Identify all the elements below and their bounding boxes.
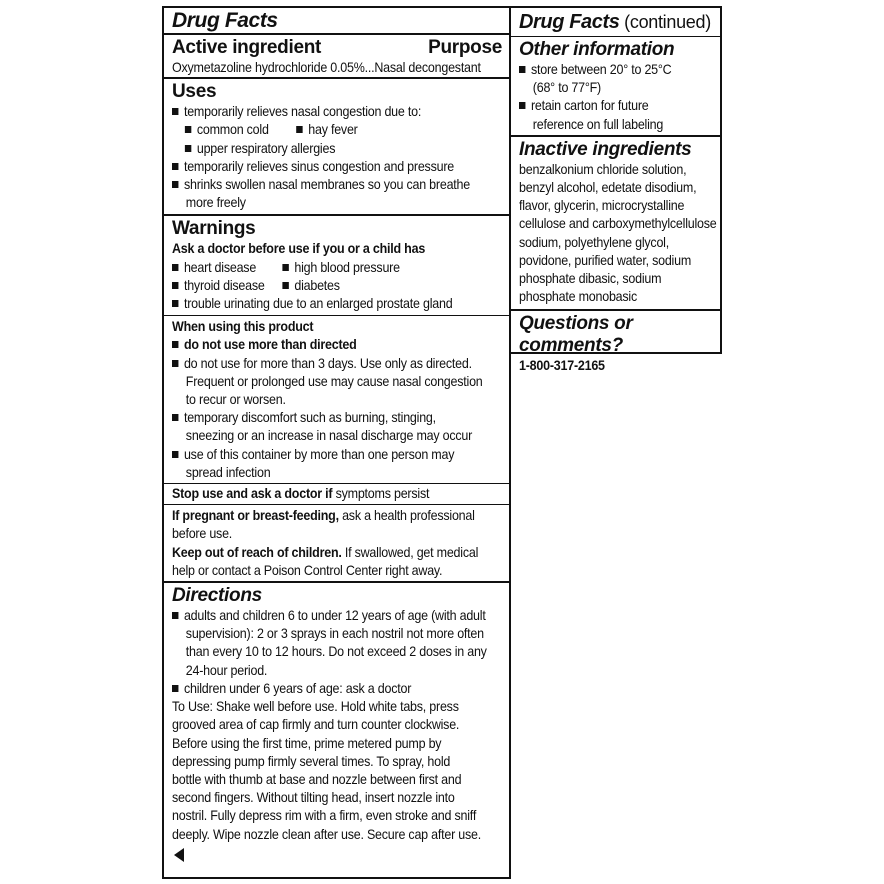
list-item: upper respiratory allergies: [172, 140, 476, 158]
bullet-icon: [282, 264, 288, 271]
inactive-ingredients-line: benzalkonium chloride solution,: [519, 161, 687, 177]
list-item-continued: sneezing or an increase in nasal discharge may occur: [185, 428, 473, 444]
continued-title: Drug Facts (continued): [519, 11, 711, 33]
phone-number: 1-800-317-2165: [519, 358, 605, 374]
drug-facts-continued-panel: [509, 6, 722, 374]
list-item: trouble urinating due to an enlarged prostate gland: [172, 295, 476, 315]
purpose-heading: Purpose: [428, 37, 502, 58]
list-item-continued: reference on full labeling: [532, 116, 664, 132]
bullet-icon: [172, 685, 178, 692]
list-item: children under 6 years of age: ask a doctor: [172, 680, 476, 698]
inactive-ingredients-line: phosphate monobasic: [519, 289, 638, 305]
active-ingredient-heading: Active ingredient: [172, 37, 322, 58]
inactive-ingredients-section: [511, 135, 720, 310]
list-item-continued: more freely: [185, 195, 246, 211]
when-using-block: [164, 315, 509, 483]
list-item-continued: 24-hour period.: [185, 662, 268, 678]
stop-use-block: [164, 483, 509, 504]
bullet-icon: [282, 282, 288, 289]
bullet-icon: [172, 414, 178, 421]
bullet-icon: [519, 66, 525, 73]
active-ingredient-section: [164, 33, 509, 77]
list-item: shrinks swollen nasal membranes so you can breathe: [172, 176, 476, 194]
list-item: adults and children 6 to under 12 years of age (with adult: [172, 607, 476, 625]
pregnancy-text-continued: before use.: [172, 526, 233, 542]
drug-facts-header: [164, 8, 509, 33]
inactive-ingredients-text: [519, 161, 717, 307]
other-information-section: [511, 36, 720, 135]
bullet-icon: [185, 145, 191, 152]
list-item-continued: to recur or worsen.: [185, 392, 286, 408]
directions-heading: Directions: [172, 585, 262, 607]
list-item-continued: spread infection: [185, 464, 271, 480]
bullet-icon: [172, 360, 178, 367]
pregnancy-text: If pregnant or breast-feeding, ask a health professional: [172, 508, 475, 524]
list-item: retain carton for future: [519, 97, 697, 115]
list-item-continued: (68° to 77°F): [532, 80, 601, 96]
continued-header: [511, 8, 720, 36]
inactive-ingredients-line: flavor, glycerin, microcrystalline: [519, 198, 685, 214]
list-item: temporary discomfort such as burning, stinging,: [172, 409, 476, 427]
instructions-line: bottle with thumb at base and nozzle between first and: [172, 771, 462, 787]
bullet-icon: [172, 181, 178, 188]
instructions-line: second fingers. Without tilting head, insert nozzle into: [172, 790, 455, 806]
questions-heading: Questions or comments?: [519, 313, 633, 357]
list-item: common cold hay fever: [172, 121, 476, 139]
pregnancy-block: [164, 504, 509, 581]
instructions-line: depressing pump firmly several times. To spray, hold: [172, 753, 451, 769]
bullet-icon: [172, 612, 178, 619]
bullet-icon: [172, 108, 178, 115]
continue-arrow-icon: [174, 848, 184, 862]
keep-out-text: Keep out of reach of children. If swallowed, get medical: [172, 544, 479, 560]
instructions-line: To Use: Shake well before use. Hold white tabs, press: [172, 699, 459, 715]
list-item: heart disease high blood pressure: [172, 259, 476, 277]
keep-out-text-continued: help or contact a Poison Control Center right away.: [172, 562, 443, 578]
uses-heading: Uses: [172, 81, 217, 103]
instructions-line: nostril. Fully depress rim with a firm, even stroke and sniff: [172, 808, 477, 824]
other-information-heading: Other information: [519, 39, 675, 60]
inactive-ingredients-line: povidone, purified water, sodium: [519, 252, 692, 268]
inactive-ingredients-line: sodium, polyethylene glycol,: [519, 234, 669, 250]
instructions-line: grooved area of cap firmly and turn counter clockwise.: [172, 717, 460, 733]
inactive-ingredients-line: benzyl alcohol, edetate disodium,: [519, 180, 697, 196]
panel-title: Drug Facts: [172, 9, 278, 32]
inactive-ingredients-line: phosphate dibasic, sodium: [519, 271, 662, 287]
bullet-icon: [172, 341, 178, 348]
list-item-continued: Frequent or prolonged use may cause nasal congestion: [185, 373, 483, 389]
instructions-line: deeply. Wipe nozzle clean after use. Secure cap after use.: [172, 826, 481, 842]
list-item: do not use more than directed: [172, 336, 476, 354]
bullet-icon: [296, 126, 302, 133]
list-item-continued: supervision): 2 or 3 sprays in each nostril not more often: [185, 626, 484, 642]
questions-section: [511, 309, 720, 377]
warnings-heading: Warnings: [172, 218, 256, 240]
list-item: temporarily relieves sinus congestion and pressure: [172, 158, 476, 176]
instructions-line: Before using the first time, prime metered pump by: [172, 735, 442, 751]
bullet-icon: [172, 163, 178, 170]
inactive-ingredients-line: cellulose and carboxymethylcellulose: [519, 216, 717, 232]
list-item: temporarily relieves nasal congestion due to:: [172, 103, 476, 121]
list-item: use of this container by more than one person may: [172, 446, 476, 464]
directions-section: [164, 581, 509, 862]
warnings-section: [164, 214, 509, 581]
bullet-icon: [172, 451, 178, 458]
ask-doctor-heading: Ask a doctor before use if you or a child has: [172, 241, 426, 257]
list-item-continued: than every 10 to 12 hours. Do not exceed 2 doses in any: [185, 644, 487, 660]
drug-facts-panel: [162, 6, 511, 879]
when-using-heading: When using this product: [172, 319, 314, 335]
bullet-icon: [519, 102, 525, 109]
list-item: thyroid disease diabetes: [172, 277, 476, 295]
bullet-icon: [172, 300, 178, 307]
bullet-icon: [185, 126, 191, 133]
bullet-icon: [172, 264, 178, 271]
stop-use-text: Stop use and ask a doctor if symptoms persist: [172, 486, 430, 502]
list-item: do not use for more than 3 days. Use only as directed.: [172, 355, 476, 373]
active-ingredient-text: Oxymetazoline hydrochloride 0.05%...Nasal decongestant: [172, 60, 481, 75]
bullet-icon: [172, 282, 178, 289]
inactive-ingredients-heading: Inactive ingredients: [519, 138, 692, 160]
uses-section: [164, 77, 509, 214]
list-item: store between 20° to 25°C: [519, 61, 697, 79]
